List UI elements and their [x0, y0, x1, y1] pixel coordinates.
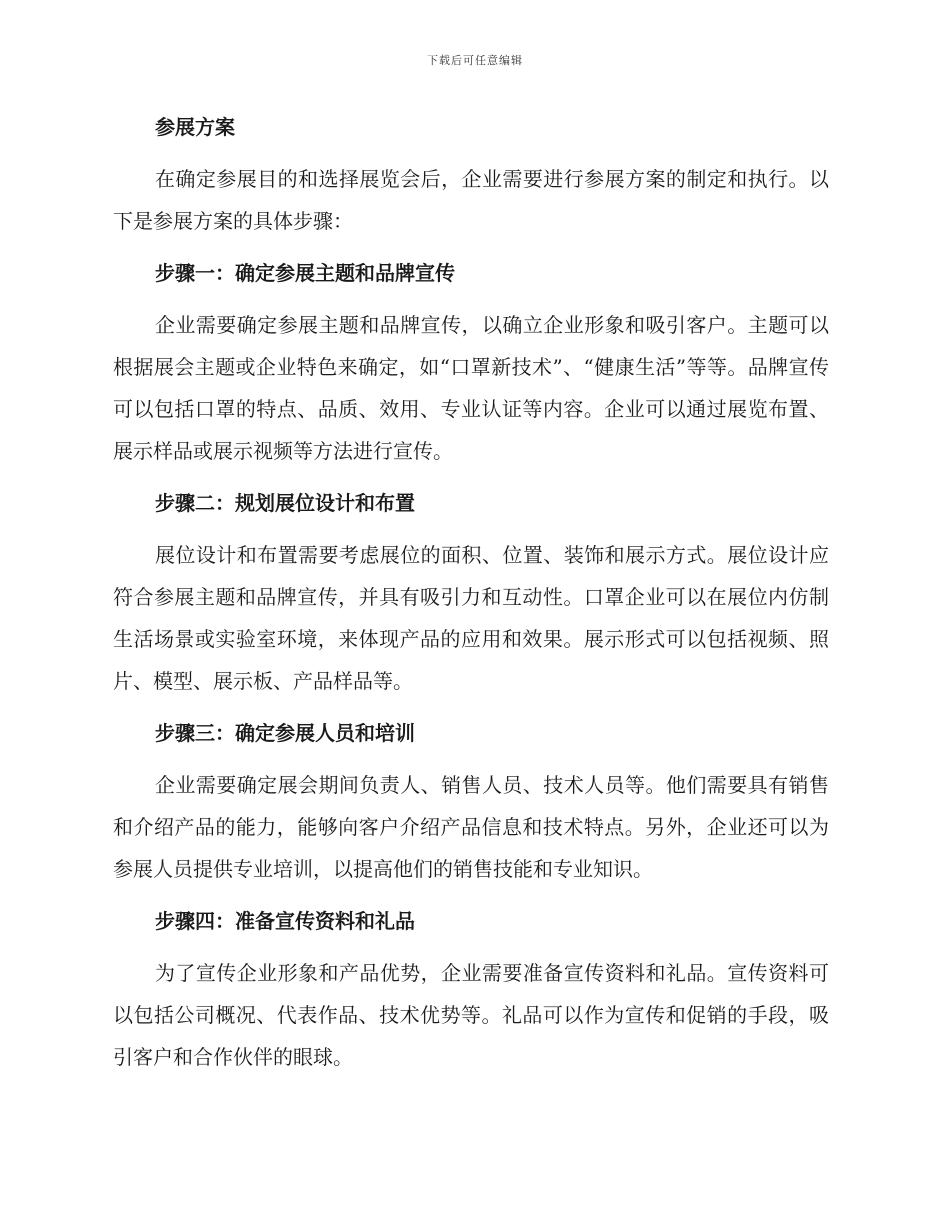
step-2-heading: 步骤二：规划展位设计和布置 [155, 491, 415, 515]
step-3-paragraph: 企业需要确定展会期间负责人、销售人员、技术人员等。他们需要具有销售和介绍产品的能力，能够向客户介绍产品信息和技术特点。另外，企业还可以为参展人员提供专业培训，以提高他们的销售技能和专业知识。 [113, 773, 829, 881]
step-2-paragraph: 展位设计和布置需要考虑展位的面积、位置、装饰和展示方式。展位设计应符合参展主题和品牌宣传，并具有吸引力和互动性。口罩企业可以在展位内仿制生活场景或实验室环境，来体现产品的应用和效果。展示形式可以包括视频、照片、模型、展示板、产品样品等。 [113, 543, 829, 693]
step-4-heading: 步骤四：准备宣传资料和礼品 [155, 909, 415, 933]
step-1-heading: 步骤一：确定参展主题和品牌宣传 [155, 261, 455, 285]
document-body [113, 106, 829, 1088]
page-header-note: 下载后可任意编辑 [427, 54, 523, 67]
step-3-heading: 步骤三：确定参展人员和培训 [155, 721, 415, 745]
document-title: 参展方案 [155, 115, 235, 139]
intro-paragraph: 在确定参展目的和选择展览会后，企业需要进行参展方案的制定和执行。以下是参展方案的具体步骤： [113, 167, 829, 233]
step-4-paragraph: 为了宣传企业形象和产品优势，企业需要准备宣传资料和礼品。宣传资料可以包括公司概况、代表作品、技术优势等。礼品可以作为宣传和促销的手段，吸引客户和合作伙伴的眼球。 [113, 961, 829, 1069]
step-1-paragraph: 企业需要确定参展主题和品牌宣传，以确立企业形象和吸引客户。主题可以根据展会主题或企业特色来确定，如“口罩新技术”、“健康生活”等等。品牌宣传可以包括口罩的特点、品质、效用、专业认证等内容。企业可以通过展览布置、展示样品或展示视频等方法进行宣传。 [113, 313, 829, 463]
